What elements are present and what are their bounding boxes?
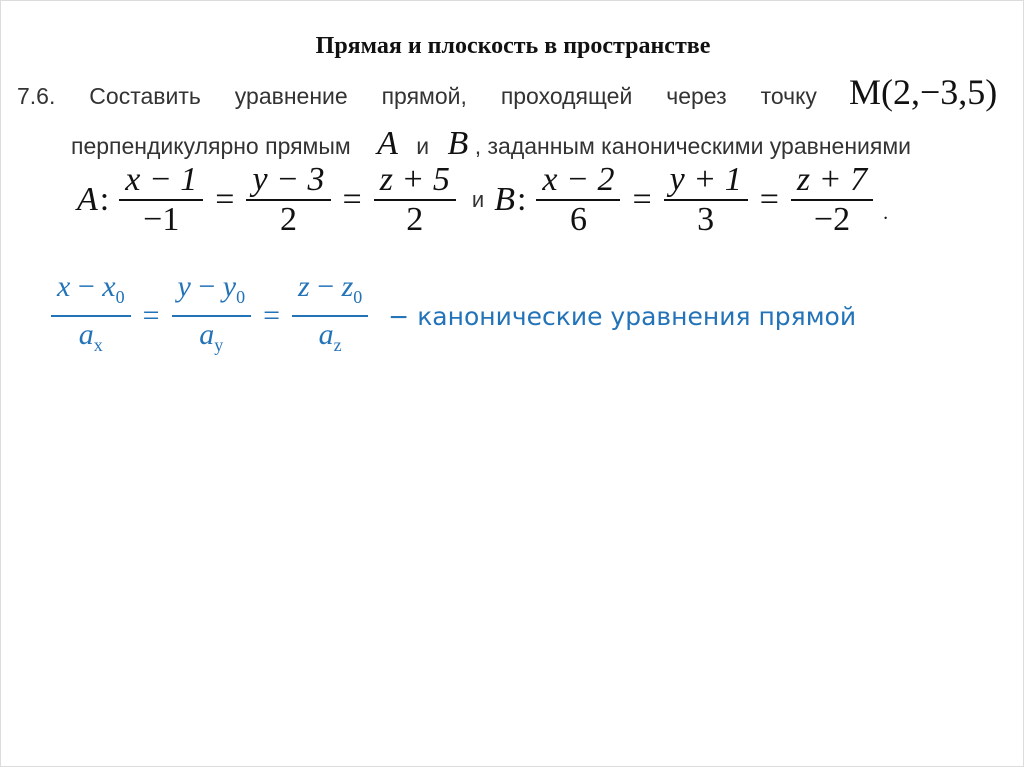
- problem-word: прямой,: [381, 83, 467, 109]
- fraction-denominator: $a_z$: [318, 318, 342, 355]
- fraction-a-z: [374, 161, 456, 239]
- fraction-numerator: z + 5: [379, 161, 450, 198]
- fraction-b-y: [664, 161, 748, 239]
- fraction-numerator: $y - y_0$: [177, 270, 246, 307]
- problem-line-2: [71, 125, 911, 163]
- fraction-denominator: 2: [406, 200, 424, 238]
- fraction-numerator: $x - x_0$: [57, 270, 125, 307]
- fraction-numerator: x − 1: [125, 161, 198, 198]
- fraction-denominator: $a_y$: [199, 318, 224, 355]
- fraction-numerator: $z - z_0$: [298, 270, 363, 307]
- equations-row: [77, 161, 888, 239]
- equation-a-label: A: [77, 180, 98, 218]
- equals-sign: =: [342, 180, 362, 218]
- canonical-fraction-z: [292, 269, 368, 363]
- fraction-numerator: z + 7: [796, 161, 868, 198]
- fraction-denominator: 3: [697, 200, 715, 238]
- equals-sign: =: [632, 180, 652, 218]
- problem-word: проходящей: [500, 83, 633, 109]
- fraction-denominator: −2: [813, 200, 851, 238]
- fraction-a-x: [119, 161, 203, 239]
- problem-word: через: [666, 83, 727, 109]
- fraction-b-z: [791, 161, 873, 239]
- equation-b-label: B: [494, 180, 515, 218]
- fraction-denominator: 6: [569, 200, 587, 238]
- line-b-label: B: [447, 125, 469, 162]
- fraction-denominator: −1: [143, 200, 180, 238]
- fraction-denominator: 2: [279, 200, 297, 238]
- equals-sign: =: [215, 180, 235, 218]
- canonical-fraction-y: [172, 269, 252, 363]
- colon-symbol: :: [516, 180, 527, 218]
- canonical-description: − канонические уравнения прямой: [388, 301, 857, 331]
- end-period: .: [883, 201, 889, 224]
- problem-line-1: [17, 83, 817, 110]
- fraction-denominator: $a_x$: [78, 318, 103, 355]
- line-a-label: A: [377, 125, 398, 162]
- problem-word: точку: [760, 83, 817, 109]
- slide-title: Прямая и плоскость в пространстве: [315, 33, 711, 59]
- colon-symbol: :: [99, 180, 110, 218]
- and-word-equations: и: [471, 186, 485, 212]
- fraction-numerator: y − 3: [252, 161, 325, 198]
- canonical-equation: [45, 269, 856, 363]
- problem-word: Составить: [89, 83, 201, 109]
- and-word: и: [416, 133, 430, 159]
- equals-sign: =: [759, 180, 779, 218]
- problem-number: 7.6.: [17, 83, 56, 109]
- problem-text-canonical: , заданным каноническими уравнениями: [474, 133, 912, 159]
- fraction-b-x: [536, 161, 620, 239]
- fraction-numerator: x − 2: [542, 161, 615, 198]
- problem-text-perpendicular: перпендикулярно прямым: [71, 133, 351, 159]
- canonical-fraction-x: [51, 269, 131, 363]
- point-m: M(2,−3,5): [849, 72, 998, 112]
- problem-word: уравнение: [234, 83, 348, 109]
- fraction-numerator: y + 1: [669, 161, 742, 198]
- equals-sign: =: [263, 299, 280, 332]
- equals-sign: =: [142, 299, 160, 332]
- fraction-a-y: [246, 161, 330, 239]
